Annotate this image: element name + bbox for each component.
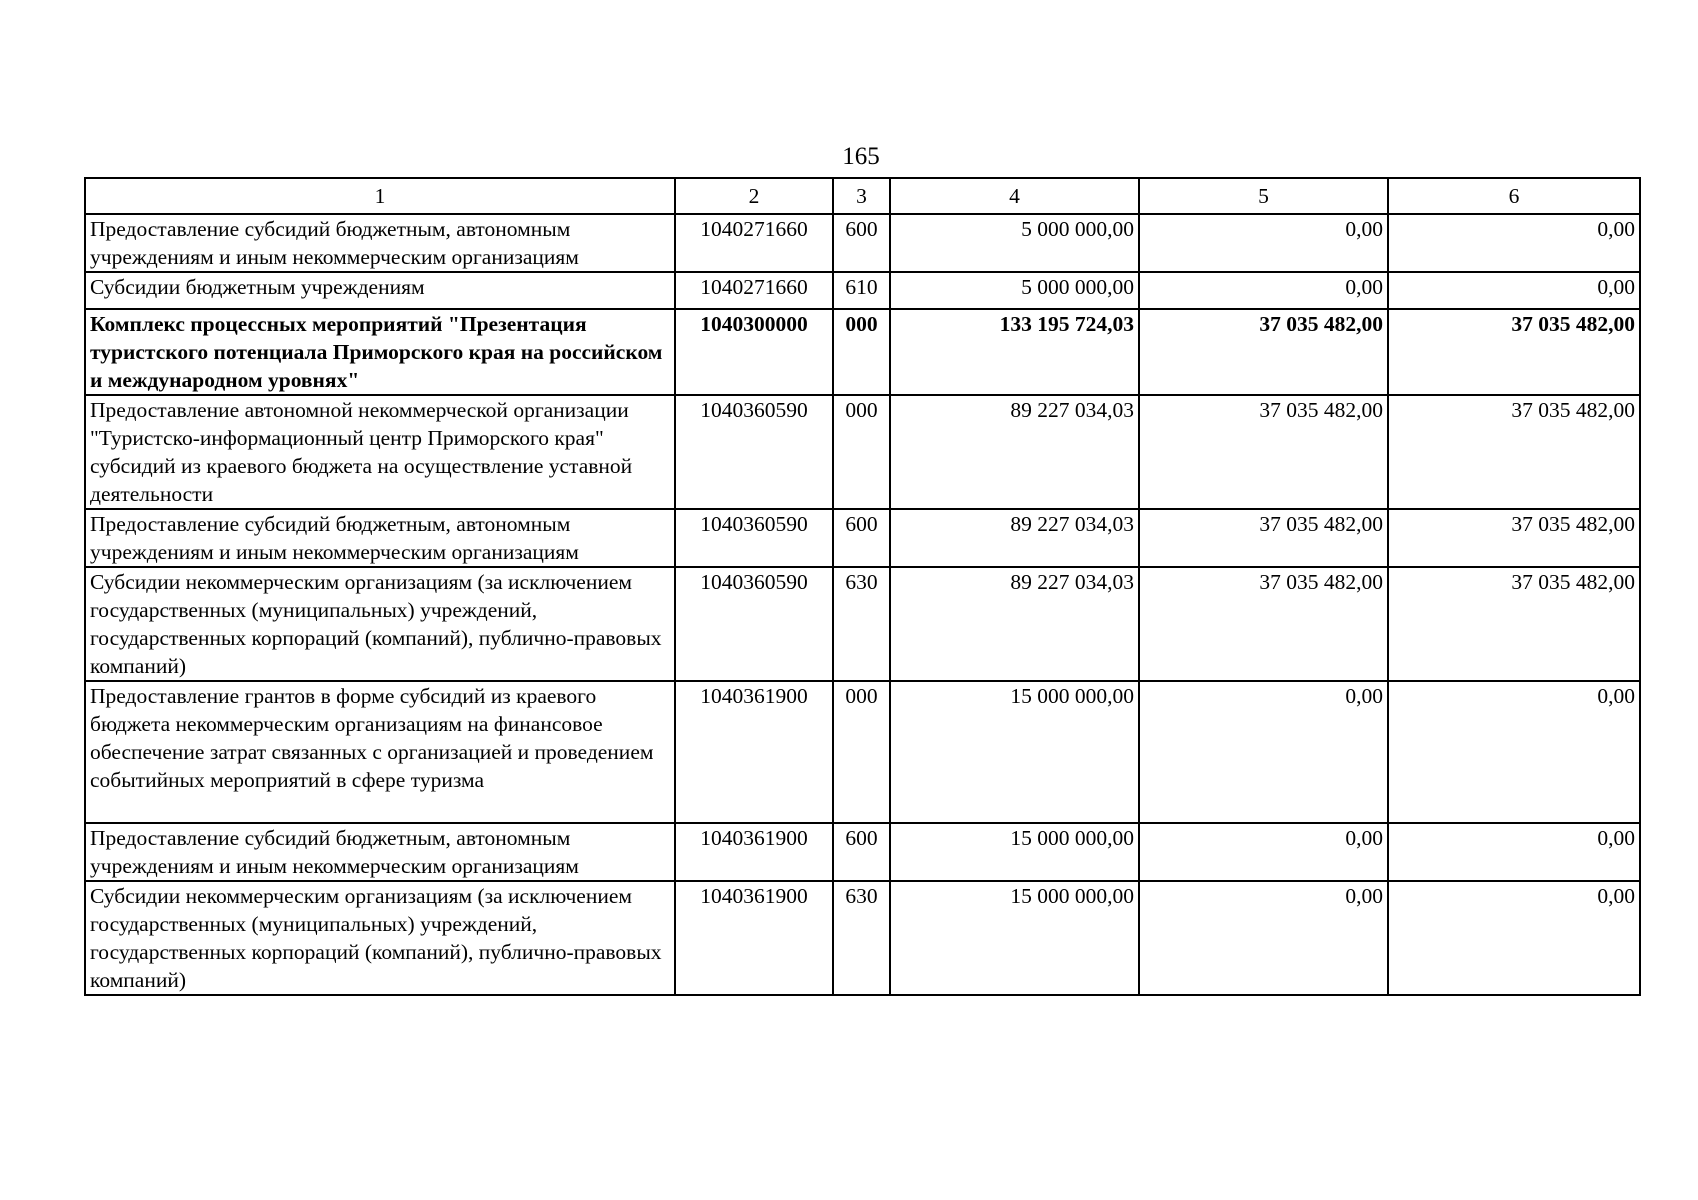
row-amount-col5: 0,00 xyxy=(1139,881,1388,995)
row-amount-col4: 89 227 034,03 xyxy=(890,567,1139,681)
row-type-cell: 600 xyxy=(833,509,890,567)
table-row xyxy=(85,681,1640,823)
row-type-cell: 600 xyxy=(833,214,890,272)
row-type-cell: 610 xyxy=(833,272,890,309)
table-row xyxy=(85,395,1640,509)
row-type-cell: 600 xyxy=(833,823,890,881)
row-amount-col6: 0,00 xyxy=(1388,272,1640,309)
header-row xyxy=(85,178,1640,214)
column-header-5: 5 xyxy=(1139,178,1388,214)
row-type-cell: 630 xyxy=(833,567,890,681)
row-name-cell: Предоставление субсидий бюджетным, автономным учреждениям и иным некоммерческим организациям xyxy=(85,823,675,881)
budget-table xyxy=(84,177,1641,996)
row-type-cell: 000 xyxy=(833,395,890,509)
row-amount-col6: 0,00 xyxy=(1388,214,1640,272)
row-amount-col5: 37 035 482,00 xyxy=(1139,309,1388,395)
row-name-cell: Комплекс процессных мероприятий "Презентация туристского потенциала Приморского края на российском и международном уровнях" xyxy=(85,309,675,395)
row-amount-col5: 0,00 xyxy=(1139,681,1388,823)
row-code-cell: 1040361900 xyxy=(675,681,833,823)
table-row-section xyxy=(85,309,1640,395)
table-row xyxy=(85,823,1640,881)
row-type-cell: 630 xyxy=(833,881,890,995)
table-row xyxy=(85,272,1640,309)
row-name-cell: Предоставление грантов в форме субсидий из краевого бюджета некоммерческим организациям на финансовое обеспечение затрат связанных с организацией и проведением событийных мероприятий в сфере туризма xyxy=(85,681,675,823)
table-row xyxy=(85,567,1640,681)
row-amount-col6: 0,00 xyxy=(1388,881,1640,995)
row-amount-col4: 89 227 034,03 xyxy=(890,509,1139,567)
row-amount-col5: 37 035 482,00 xyxy=(1139,395,1388,509)
table-body xyxy=(85,214,1640,995)
row-code-cell: 1040360590 xyxy=(675,395,833,509)
row-type-cell: 000 xyxy=(833,309,890,395)
row-amount-col4: 15 000 000,00 xyxy=(890,823,1139,881)
table-header xyxy=(85,178,1640,214)
row-amount-col5: 37 035 482,00 xyxy=(1139,567,1388,681)
row-name-cell: Предоставление субсидий бюджетным, автономным учреждениям и иным некоммерческим организациям xyxy=(85,214,675,272)
row-amount-col5: 0,00 xyxy=(1139,272,1388,309)
row-code-cell: 1040300000 xyxy=(675,309,833,395)
row-name-cell: Предоставление субсидий бюджетным, автономным учреждениям и иным некоммерческим организациям xyxy=(85,509,675,567)
column-header-4: 4 xyxy=(890,178,1139,214)
row-amount-col6: 37 035 482,00 xyxy=(1388,309,1640,395)
row-amount-col4: 133 195 724,03 xyxy=(890,309,1139,395)
row-amount-col6: 0,00 xyxy=(1388,823,1640,881)
row-amount-col4: 89 227 034,03 xyxy=(890,395,1139,509)
row-code-cell: 1040360590 xyxy=(675,567,833,681)
column-header-3: 3 xyxy=(833,178,890,214)
row-name-cell: Субсидии бюджетным учреждениям xyxy=(85,272,675,309)
row-type-cell: 000 xyxy=(833,681,890,823)
row-amount-col5: 0,00 xyxy=(1139,214,1388,272)
row-amount-col5: 37 035 482,00 xyxy=(1139,509,1388,567)
row-name-cell: Субсидии некоммерческим организациям (за исключением государственных (муниципальных) учреждений, государственных корпораций (компаний), публично-правовых компаний) xyxy=(85,881,675,995)
row-amount-col6: 0,00 xyxy=(1388,681,1640,823)
row-amount-col6: 37 035 482,00 xyxy=(1388,567,1640,681)
row-name-cell: Субсидии некоммерческим организациям (за исключением государственных (муниципальных) учреждений, государственных корпораций (компаний), публично-правовых компаний) xyxy=(85,567,675,681)
table-row xyxy=(85,881,1640,995)
row-amount-col5: 0,00 xyxy=(1139,823,1388,881)
column-header-1: 1 xyxy=(85,178,675,214)
column-header-6: 6 xyxy=(1388,178,1640,214)
row-amount-col4: 5 000 000,00 xyxy=(890,272,1139,309)
row-amount-col6: 37 035 482,00 xyxy=(1388,509,1640,567)
row-code-cell: 1040361900 xyxy=(675,881,833,995)
table-row xyxy=(85,509,1640,567)
row-amount-col6: 37 035 482,00 xyxy=(1388,395,1640,509)
page-number: 165 xyxy=(842,143,880,170)
row-amount-col4: 5 000 000,00 xyxy=(890,214,1139,272)
row-code-cell: 1040271660 xyxy=(675,214,833,272)
row-name-cell: Предоставление автономной некоммерческой организации "Туристско-информационный центр Приморского края" субсидий из краевого бюджета на осуществление уставной деятельности xyxy=(85,395,675,509)
table-row xyxy=(85,214,1640,272)
row-code-cell: 1040361900 xyxy=(675,823,833,881)
row-code-cell: 1040271660 xyxy=(675,272,833,309)
column-header-2: 2 xyxy=(675,178,833,214)
row-amount-col4: 15 000 000,00 xyxy=(890,681,1139,823)
row-code-cell: 1040360590 xyxy=(675,509,833,567)
row-amount-col4: 15 000 000,00 xyxy=(890,881,1139,995)
